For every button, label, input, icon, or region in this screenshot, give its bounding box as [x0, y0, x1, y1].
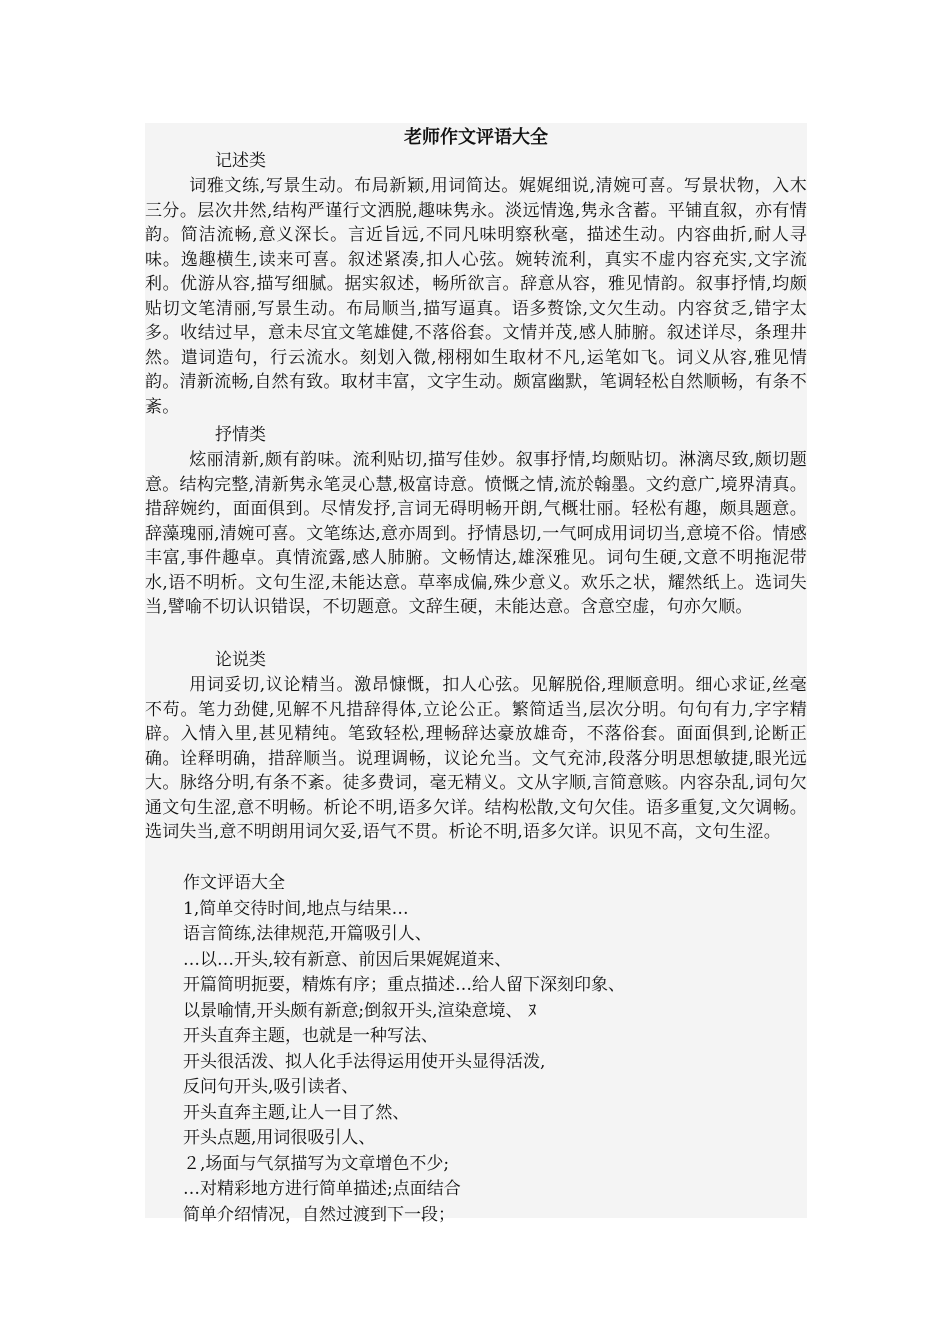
- section-text-argument: 用词妥切,议论精当。激昂慷慨，扣人心弦。见解脱俗,理顺意明。细心求证,丝毫不苟。笔力劲健,见解不凡措辞得体,立论公正。繁简适当,层次分明。句句有力,字字精辟。入情入里,甚见精纯。笔致轻松,理畅辞达豪放雄奇，不落俗套。面面俱到,论断正确。诠释明确，措辞顺当。说理调畅，议论允当。文气充沛,段落分明思想敏捷,眼光远大。脉络分明,有条不紊。徒多费词，毫无精义。文从字顺,言简意赅。内容杂乱,词句欠通文句生涩,意不明畅。析论不明,语多欠详。结构松散,文句欠佳。语多重复,文欠调畅。选词失当,意不明朗用词欠妥,语气不贯。析论不明,语多欠详。识见不高，文句生涩。: [145, 675, 807, 842]
- list-line: …以…开头,较有新意、前因后果娓娓道来、: [183, 949, 512, 970]
- document-title: 老师作文评语大全: [404, 127, 548, 148]
- comment-list: [183, 871, 803, 1228]
- list-line: …对精彩地方进行简单描述;点面结合: [183, 1179, 461, 1199]
- list-line: 作文评语大全: [183, 873, 285, 893]
- list-line: ２,场面与气氛描写为文章增色不少;: [183, 1153, 450, 1174]
- list-line: 开头直奔主题,让人一目了然、: [183, 1102, 410, 1123]
- list-line: 开头很活泼、拟人化手法得运用使开头显得活泼,: [183, 1051, 546, 1072]
- list-line: 开头点题,用词很吸引人、: [183, 1128, 376, 1148]
- list-line: 开头直奔主题，也就是一种写法、: [183, 1026, 438, 1046]
- section-heading-argument: 论说类: [215, 650, 266, 670]
- section-text-narrative: 词雅文练,写景生动。布局新颖,用词简达。娓娓细说,清婉可喜。写景状物，入木三分。层次井然,结构严谨行文洒脱,趣味隽永。淡远情逸,隽永含蓄。平铺直叙，亦有情韵。简洁流畅,意义深长。言近旨远,不同凡味明察秋毫，描述生动。内容曲折,耐人寻味。逸趣横生,读来可喜。叙述紧凑,扣人心弦。婉转流利，真实不虚内容充实,文字流利。优游从容,描写细腻。据实叙述，畅所欲言。辞意从容，雅见情韵。叙事抒情,均颇贴切文笔清丽,写景生动。布局顺当,描写逼真。语多赘馀,文欠生动。内容贫乏,错字太多。收结过早，意未尽宜文笔雄健,不落俗套。文情并茂,感人肺腑。叙述详尽，条理井然。遣词造句，行云流水。刻划入微,栩栩如生取材不凡,运笔如飞。词义从容,雅见情韵。清新流畅,自然有致。取材丰富，文字生动。颇富幽默，笔调轻松自然顺畅，有条不紊。: [145, 176, 807, 417]
- list-line: 1,简单交待时间,地点与结果…: [183, 898, 409, 919]
- section-text-lyric: 炫丽清新,颇有韵味。流利贴切,描写佳妙。叙事抒情,均颇贴切。淋漓尽致,颇切题意。结构完整,清新隽永笔灵心慧,极富诗意。愤慨之情,流於翰墨。文约意广,境界清真。措辞婉约，面面俱到。尽情发抒,言词无碍明畅开朗,气概壮丽。轻松有趣，颇具题意。辞藻瑰丽,清婉可喜。文笔练达,意亦周到。抒情恳切,一气呵成用词切当,意境不俗。情感丰富,事件趣卓。真情流露,感人肺腑。文畅情达,雄深雅见。词句生硬,文意不明拖泥带水,语不明析。文句生涩,未能达意。草率成偏,殊少意义。欢乐之状，耀然纸上。选词失当,譬喻不切认识错误，不切题意。文辞生硬，未能达意。含意空虚，句亦欠顺。: [145, 450, 807, 617]
- section-heading-lyric: 抒情类: [215, 425, 266, 445]
- list-line: 反问句开头,吸引读者、: [183, 1077, 359, 1097]
- list-line: 开篇简明扼要，精炼有序；重点描述…给人留下深刻印象、: [183, 975, 625, 995]
- section-heading-narrative: 记述类: [215, 151, 266, 171]
- document-page: [145, 123, 807, 1225]
- list-line: 以景喻情,开头颇有新意;倒叙开头,渲染意境、 ﾇ: [183, 1000, 537, 1021]
- list-line: 语言简练,法律规范,开篇吸引人、: [183, 924, 432, 944]
- list-line: 简单介绍情况，自然过渡到下一段；: [183, 1204, 455, 1225]
